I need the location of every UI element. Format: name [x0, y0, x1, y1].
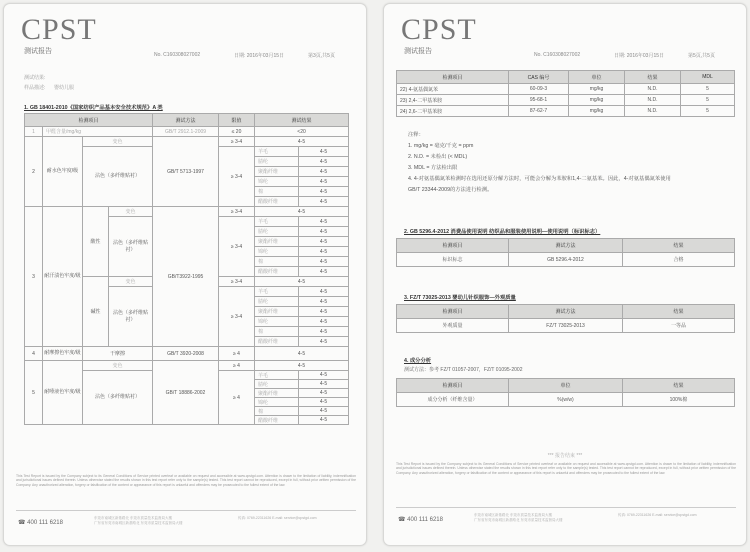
table-row: [397, 319, 735, 333]
cell: 5: [681, 84, 735, 95]
header-cas: CAS 编号: [509, 71, 569, 84]
meta-sample-label: 样品描述:: [24, 85, 46, 91]
item-name: 甲醛含量/mg/kg: [43, 127, 153, 137]
phone-text: 400 111 6218: [27, 520, 63, 526]
result: 4-5: [255, 347, 349, 361]
label-table: [396, 238, 735, 267]
table-row: [25, 127, 349, 137]
table-header-row: [397, 239, 735, 253]
note-line: GB/T 23344-2009的方法进行检测。: [408, 187, 493, 193]
result: 4-5: [299, 371, 349, 380]
table-header-row: [397, 305, 735, 319]
fiber: 醋酸纤维: [255, 416, 299, 425]
item-name: 耐唾液色牢度/级: [43, 361, 83, 425]
fiber: 羊毛: [255, 217, 299, 227]
result: 4-5: [299, 177, 349, 187]
sub-stain: 沾色（多纤维贴衬）: [109, 217, 153, 277]
report-date: 日期: 2016年03月15日: [234, 53, 285, 59]
notes-title: 注释：: [408, 132, 424, 138]
section-4-method: 测试方法：参考 FZ/T 01057-2007，FZ/T 01095-2002: [404, 367, 523, 373]
table-row: [397, 95, 735, 106]
table-header-row: [25, 114, 349, 127]
header-item: 检测项目: [397, 305, 509, 319]
note-line: 2. N.D. = 未检出 (< MDL): [408, 154, 468, 160]
limit: ≥ 3-4: [219, 277, 255, 287]
sub-change: 变色: [109, 277, 153, 287]
cell: 24) 2,6-二甲基苯胺: [397, 106, 509, 117]
fiber: 锦纶: [255, 247, 299, 257]
header-result: 结果: [625, 71, 681, 84]
note-line: 4. 4-对氨基偶氮苯检测时在选用还原分解方法时，可能会分解为苯胺和1,4-二氨基苯。因此，4-对氨基偶氮苯使用: [408, 176, 671, 182]
section-2-title: 2. GB 5296.4-2012 消费品使用说明 纺织品和服装使用说明—使用说明（标识标志）: [404, 229, 601, 235]
cell: 100%棉: [623, 393, 735, 407]
fiber: 棉: [255, 327, 299, 337]
result: <20: [255, 127, 349, 137]
table-header-row: [397, 379, 735, 393]
report-date: 日期: 2016年03月15日: [614, 53, 665, 59]
phone-number: [18, 519, 63, 526]
item-name: 耐汗渍色牢度/级: [43, 207, 83, 347]
cell: mg/kg: [569, 106, 625, 117]
cell: FZ/T 73025-2013: [509, 319, 623, 333]
result: 4-5: [255, 207, 349, 217]
cpst-logo: CPST: [401, 13, 477, 46]
row-number: 5: [25, 361, 43, 425]
table-row: [25, 137, 349, 147]
row-number: 2: [25, 137, 43, 207]
cell: N.D.: [625, 84, 681, 95]
header-result: 测试结果: [255, 114, 349, 127]
cell: %(w/w): [509, 393, 623, 407]
header-method: 测试方法: [509, 305, 623, 319]
address-line: 广东省东莞市南城区新基路北 东莞市质量技术监督局大楼: [474, 518, 563, 522]
header-item: 检测项目: [397, 379, 509, 393]
cell: N.D.: [625, 106, 681, 117]
fiber: 腈纶: [255, 157, 299, 167]
result: 4-5: [299, 317, 349, 327]
fiber: 醋酸纤维: [255, 337, 299, 347]
fiber: 聚酯纤维: [255, 237, 299, 247]
report-subtitle: 测试报告: [404, 48, 432, 55]
cell: GB 5296.4-2012: [509, 253, 623, 267]
footer-bar: [16, 510, 356, 536]
limit: ≥ 4: [219, 347, 255, 361]
meta-results-label: 测试结果:: [24, 75, 46, 81]
phone-icon: ☎: [18, 520, 26, 526]
result: 4-5: [299, 337, 349, 347]
page-number: 第5页,共5页: [688, 53, 715, 59]
result: 4-5: [299, 237, 349, 247]
limit: ≤ 20: [219, 127, 255, 137]
section-4-title: 4. 成分分析: [404, 358, 432, 364]
fiber: 羊毛: [255, 287, 299, 297]
footer-bar: [396, 507, 736, 533]
header-result: 结果: [623, 239, 735, 253]
limit: ≥ 3-4: [219, 147, 255, 207]
report-number: No. C160308027002: [534, 52, 581, 58]
fiber: 锦纶: [255, 398, 299, 407]
cell: 合格: [623, 253, 735, 267]
sub-change: 变色: [109, 207, 153, 217]
table-row: [397, 106, 735, 117]
sub-stain: 沾色（多纤维贴衬）: [109, 287, 153, 347]
header-result: 结果: [623, 305, 735, 319]
fiber: 棉: [255, 407, 299, 416]
header-limit: 限值: [219, 114, 255, 127]
phone-text: 400 111 6218: [407, 517, 443, 523]
sub-alkali: 碱性: [83, 277, 109, 347]
contact-info: 传真: 0769-22311626 E-mail: service@cpstgd.com: [238, 516, 317, 520]
fiber: 锦纶: [255, 317, 299, 327]
item-name: 耐摩擦色牢度/级: [43, 347, 83, 361]
report-subtitle: 测试报告: [24, 48, 52, 55]
note-line: 1. mg/kg = 毫克/千克 = ppm: [408, 143, 474, 149]
address-line: 东莞市南城区新基路北 东莞市质量技术监督局大楼: [94, 516, 172, 520]
sub-change: 变色: [83, 361, 153, 371]
fiber: 羊毛: [255, 371, 299, 380]
result: 4-5: [299, 157, 349, 167]
result: 4-5: [299, 147, 349, 157]
fiber: 锦纶: [255, 177, 299, 187]
result: 4-5: [299, 247, 349, 257]
header-method: 测试方法: [509, 239, 623, 253]
fiber: 腈纶: [255, 297, 299, 307]
address-line: 广东省东莞市南城区新基路北 东莞市质量技术监督局大楼: [94, 521, 183, 525]
cpst-logo: CPST: [21, 13, 97, 46]
fiber: 聚酯纤维: [255, 389, 299, 398]
header-unit: 单位: [569, 71, 625, 84]
fiber: 棉: [255, 187, 299, 197]
header-mdl: MDL: [681, 71, 735, 84]
method: GB/T3922-1995: [153, 207, 219, 347]
result: 4-5: [299, 257, 349, 267]
amine-table: [396, 70, 735, 117]
table-row: [397, 393, 735, 407]
result: 4-5: [299, 187, 349, 197]
address-block: [474, 513, 562, 523]
phone-number: [398, 516, 443, 523]
sub-stain: 沾色（多纤维贴衬）: [83, 371, 153, 425]
row-number: 4: [25, 347, 43, 361]
result: 4-5: [299, 287, 349, 297]
method: GB/T 3920-2008: [153, 347, 219, 361]
header-method: 测试方法: [153, 114, 219, 127]
fiber: 醋酸纤维: [255, 267, 299, 277]
sub-change: 变色: [83, 137, 153, 147]
limit: ≥ 4: [219, 361, 255, 371]
cell: 87-62-7: [509, 106, 569, 117]
cell: N.D.: [625, 95, 681, 106]
contact-info: 传真: 0769-22311626 E-mail: service@cpstgd.com: [618, 513, 697, 517]
result: 4-5: [255, 277, 349, 287]
report-page-3: [3, 3, 367, 546]
header-unit: 单位: [509, 379, 623, 393]
report-number: No. C160308027002: [154, 52, 201, 58]
fiber: 醋酸纤维: [255, 197, 299, 207]
page-number: 第3页,共5页: [308, 53, 335, 59]
fiber: 羊毛: [255, 147, 299, 157]
limit: ≥ 3-4: [219, 217, 255, 277]
cell: mg/kg: [569, 84, 625, 95]
table-row: [397, 84, 735, 95]
limit: ≥ 4: [219, 371, 255, 425]
cell: 23) 2,4-二甲基苯胺: [397, 95, 509, 106]
table-row: [25, 347, 349, 361]
result: 4-5: [299, 389, 349, 398]
method: GB/T 5713-1997: [153, 137, 219, 207]
result: 4-5: [299, 167, 349, 177]
result: 4-5: [255, 361, 349, 371]
result: 4-5: [299, 416, 349, 425]
cell: 标识标志: [397, 253, 509, 267]
note-line: 3. MDL = 方法检出限: [408, 165, 458, 171]
item-name: 耐水色牢度/级: [43, 137, 83, 207]
header-item: 检测项目: [397, 71, 509, 84]
table-header-row: [397, 71, 735, 84]
result: 4-5: [299, 307, 349, 317]
table-row: [25, 361, 349, 371]
disclaimer: This Test Report is issued by the Company subject to its General Conditions of Service printed overleaf or available on request and accessible at www.cpstgd.com. Attention is drawn to the limitation of liability, indemnification and jurisdictional issues defined therein. Unless otherwise stated the results shown in this test report refer only to the sample(s) tested. This test report cannot be reproduced, except in full, without prior written permission of the Company. Any unauthorized alteration, forgery or falsification of the content or appearance of this report is unlawful and offenders may be prosecuted to the fullest extent of the law.: [396, 462, 736, 475]
report-page-5: [383, 3, 747, 546]
meta-sample-value: 婴幼儿服: [54, 85, 75, 91]
fiber: 聚酯纤维: [255, 167, 299, 177]
appearance-table: [396, 304, 735, 333]
method: GB/T 2912.1-2009: [153, 127, 219, 137]
address-block: [94, 516, 182, 526]
header-result: 结果: [623, 379, 735, 393]
result: 4-5: [299, 227, 349, 237]
table-row: [397, 253, 735, 267]
address-line: 东莞市南城区新基路北 东莞市质量技术监督局大楼: [474, 513, 552, 517]
row-number: 3: [25, 207, 43, 347]
row-number: 1: [25, 127, 43, 137]
fiber: 腈纶: [255, 227, 299, 237]
end-of-report: *** 报告结束 ***: [547, 453, 583, 459]
limit: ≥ 3-4: [219, 137, 255, 147]
cell: 外观质量: [397, 319, 509, 333]
fiber: 腈纶: [255, 380, 299, 389]
composition-table: [396, 378, 735, 407]
fiber: 棉: [255, 257, 299, 267]
result: 4-5: [299, 398, 349, 407]
colorfastness-table: [24, 113, 349, 425]
section-title: 1. GB 18401-2010《国家纺织产品基本安全技术规范》A 类: [24, 105, 163, 111]
cell: 5: [681, 95, 735, 106]
cell: 5: [681, 106, 735, 117]
result: 4-5: [299, 380, 349, 389]
notes-block: [408, 130, 728, 196]
section-3-title: 3. FZ/T 73025-2013 婴幼儿针织服饰—外观质量: [404, 295, 516, 301]
method: GB/T 18886-2002: [153, 361, 219, 425]
result: 4-5: [299, 217, 349, 227]
disclaimer: This Test Report is issued by the Company subject to its General Conditions of Service printed overleaf or available on request and accessible at www.cpstgd.com. Attention is drawn to the limitation of liability, indemnification and jurisdictional issues defined therein. Unless otherwise stated the results shown in this test report refer only to the sample(s) tested. This test report cannot be reproduced, except in full, without prior written permission of the Company. Any unauthorized alteration, forgery or falsification of the content or appearance of this report is unlawful and offenders may be prosecuted to the fullest extent of the law.: [16, 474, 356, 487]
cell: 成分分析（纤维含量）: [397, 393, 509, 407]
cell: 95-68-1: [509, 95, 569, 106]
limit: ≥ 3-4: [219, 207, 255, 217]
cell: 一等品: [623, 319, 735, 333]
cell: 22) 4-氨基偶氮苯: [397, 84, 509, 95]
result: 4-5: [299, 407, 349, 416]
result: 4-5: [299, 297, 349, 307]
phone-icon: ☎: [398, 517, 406, 523]
sub-acid: 酸性: [83, 207, 109, 277]
header-item: 检测项目: [25, 114, 153, 127]
header-item: 检测项目: [397, 239, 509, 253]
result: 4-5: [299, 197, 349, 207]
cell: mg/kg: [569, 95, 625, 106]
result: 4-5: [255, 137, 349, 147]
cell: 60-09-3: [509, 84, 569, 95]
sub-stain: 沾色（多纤维贴衬）: [83, 147, 153, 207]
result: 4-5: [299, 327, 349, 337]
fiber: 聚酯纤维: [255, 307, 299, 317]
result: 4-5: [299, 267, 349, 277]
limit: ≥ 3-4: [219, 287, 255, 347]
table-row: [25, 207, 349, 217]
sub-dry: 干摩擦: [83, 347, 153, 361]
